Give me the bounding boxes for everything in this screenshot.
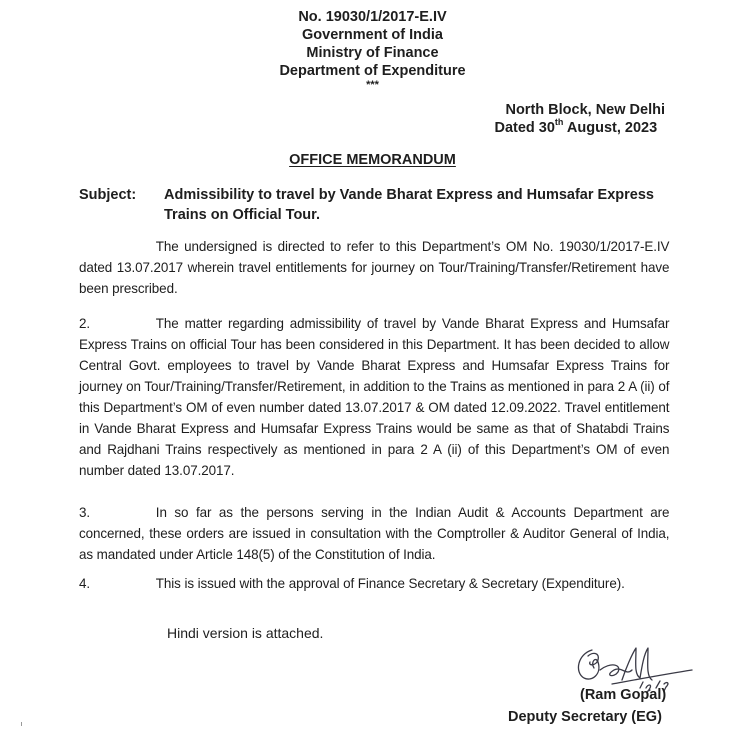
paragraph-text: The undersigned is directed to refer to this Department’s OM No. 19030/1/2017-E.IV dated 13.07.2017 wherein travel entitlements for journey on Tour/Training/Transfer/Retirement have been prescribed. xyxy=(79,238,670,296)
date-prefix: Dated 30 xyxy=(494,120,555,136)
file-number: No. 19030/1/2017-E.IV xyxy=(298,9,447,25)
subject-text: Admissibility to travel by Vande Bharat Express and Humsafar Express Trains on Official Tour. xyxy=(164,187,654,223)
date-ordinal: th xyxy=(554,117,564,128)
letterhead xyxy=(0,8,745,90)
signatory-name: (Ram Gopal) xyxy=(580,687,667,703)
paragraph-number: 4. xyxy=(79,575,91,591)
place: North Block, New Delhi xyxy=(505,102,665,118)
paragraph-4 xyxy=(79,573,669,594)
memo-title-text: OFFICE MEMORANDUM xyxy=(289,152,456,168)
scan-speck xyxy=(21,722,22,726)
paragraph-number: 3. xyxy=(79,504,91,520)
paragraph-text: In so far as the persons serving in the Indian Audit & Accounts Department are concerned, these orders are issued in consultation with the Comptroller & Auditor General of India, as mandated under Article 148(5) of the Constitution of India. xyxy=(79,504,670,562)
date-rest: August, 2023 xyxy=(563,120,658,136)
place-and-date xyxy=(494,101,665,137)
paragraph-1 xyxy=(79,236,669,299)
paragraph-2 xyxy=(79,313,669,481)
ministry-name: Ministry of Finance xyxy=(306,45,439,61)
paragraph-number: 2. xyxy=(79,315,91,331)
attachment-note: Hindi version is attached. xyxy=(167,625,324,641)
department-name: Department of Expenditure xyxy=(279,63,466,79)
paragraph-3 xyxy=(79,502,669,565)
memo-title xyxy=(0,152,745,168)
subject-label: Subject: xyxy=(79,187,137,203)
government-name: Government of India xyxy=(302,27,443,43)
separator-stars: *** xyxy=(366,79,379,91)
paragraph-text: The matter regarding admissibility of travel by Vande Bharat Express and Humsafar Express Trains on official Tour has been considered in this Department. It has been decided to allow Central Govt. employees to travel by Vande Bharat Express and Humsafar Express Trains for journey on Tour/Training/Transfer/Retirement, in addition to the Trains as mentioned in para 2 A (ii) of this Department’s OM of even number dated 13.07.2017 & OM dated 12.09.2022. Travel entitlement in Vande Bharat Express and Humsafar Express Trains would be same as that of Shatabdi Trains and Rajdhani Trains respectively as mentioned in para 2 A (ii) of this Department’s OM of even number dated 13.07.2017. xyxy=(79,315,670,478)
signatory-designation: Deputy Secretary (EG) xyxy=(508,709,662,725)
paragraph-text: This is issued with the approval of Finance Secretary & Secretary (Expenditure). xyxy=(155,575,625,591)
date xyxy=(494,119,665,137)
